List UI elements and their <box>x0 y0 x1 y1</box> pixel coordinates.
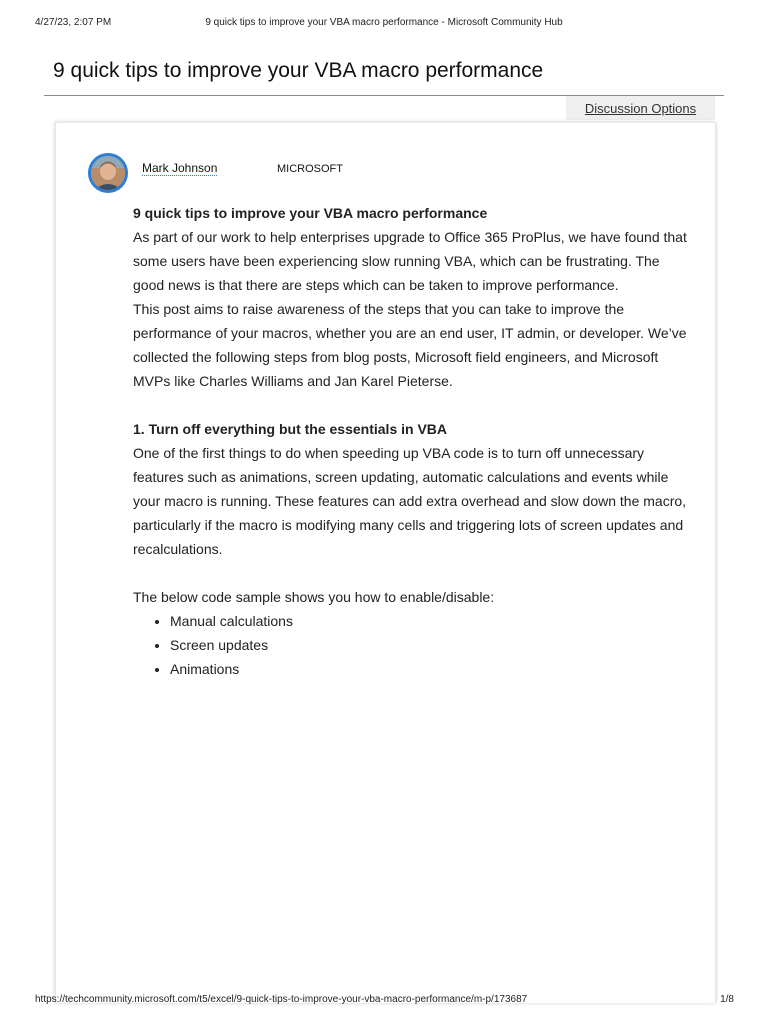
intro-paragraph-1: As part of our work to help enterprises upgrade to Office 365 ProPlus, we have found that some users have been experiencing slow running VBA, which can be frustrating. The good news is that there are steps which can be taken to improve performance. <box>133 229 687 293</box>
post-heading: 9 quick tips to improve your VBA macro performance <box>133 205 488 221</box>
print-tab-title: 9 quick tips to improve your VBA macro performance - Microsoft Community Hub <box>205 17 563 28</box>
intro-paragraph-2: This post aims to raise awareness of the steps that you can take to improve the performance of your macros, whether you are an end user, IT admin, or developer. We’ve collected the following steps from blog posts, Microsoft field engineers, and Microsoft MVPs like Charles Williams and Jan Karel Pieterse. <box>133 301 687 389</box>
author-avatar[interactable] <box>88 153 128 193</box>
author-org: MICROSOFT <box>277 163 343 175</box>
print-datetime: 4/27/23, 2:07 PM <box>35 17 112 28</box>
spacer <box>133 561 693 585</box>
print-header <box>0 17 768 31</box>
section-1-paragraph-1: One of the first things to do when speeding up VBA code is to turn off unnecessary features such as animations, screen updating, automatic calculations and events while your macro is running. These features can add extra overhead and slow down the macro, particularly if the macro is modifying many cells and triggering lots of screen updates and recalculations. <box>133 445 687 557</box>
post-card <box>55 122 716 1003</box>
author-name-link[interactable]: Mark Johnson <box>142 161 218 175</box>
print-url: https://techcommunity.microsoft.com/t5/excel/9-quick-tips-to-improve-your-vba-macro-performance/m-p/173687 <box>35 994 528 1005</box>
section-1-paragraph-2: The below code sample shows you how to enable/disable: <box>133 589 495 605</box>
page-title: 9 quick tips to improve your VBA macro performance <box>53 59 544 82</box>
list-item: • Animations <box>170 657 693 681</box>
discussion-options-button[interactable]: Discussion Options <box>566 96 715 120</box>
print-page-number: 1/8 <box>720 994 734 1005</box>
print-footer <box>0 994 768 1008</box>
avatar-photo-icon <box>91 156 125 190</box>
section-1-heading: 1. Turn off everything but the essentials in VBA <box>133 421 448 437</box>
list-item: • Manual calculations <box>170 609 693 633</box>
feature-list <box>133 609 693 681</box>
post-body <box>133 201 693 681</box>
list-item: • Screen updates <box>170 633 693 657</box>
spacer <box>133 393 693 417</box>
